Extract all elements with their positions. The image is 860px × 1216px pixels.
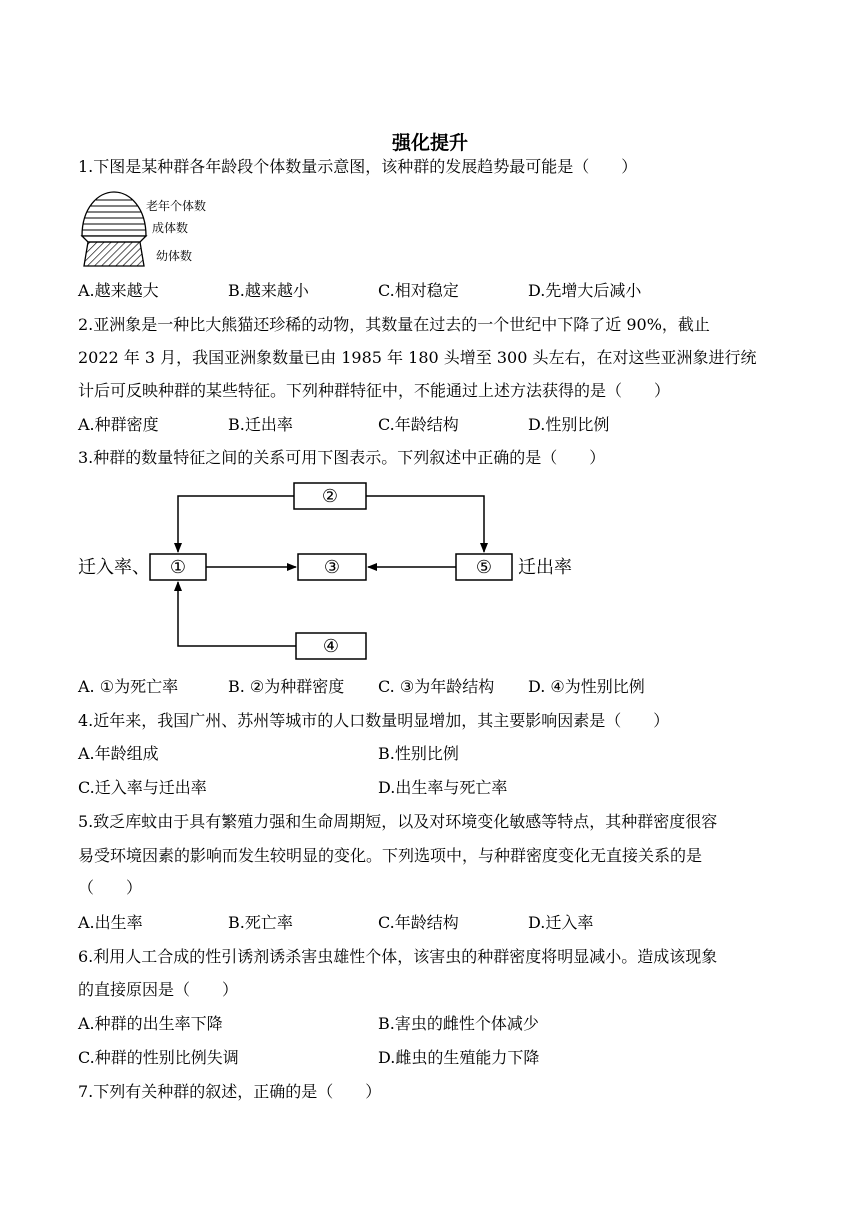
q5-option-a: A.出生率 [78, 913, 143, 932]
q2-stem-line3: 计后可反映种群的某些特征。下列种群特征中，不能通过上述方法获得的是（ ） [78, 381, 671, 400]
q7-stem: 7.下列有关种群的叙述，正确的是（ ） [78, 1082, 382, 1101]
q6-option-c: C.种群的性别比例失调 [78, 1048, 239, 1067]
old-age-label: 老年个体数 [146, 199, 207, 213]
q2-stem-line1: 2.亚洲象是一种比大熊猫还珍稀的动物，其数量在过去的一个世纪中下降了近 90%，截止 [78, 315, 710, 334]
box-1-label: ① [169, 557, 187, 578]
young-layer [84, 242, 144, 266]
arrow-2-to-5 [366, 496, 484, 552]
q4-option-c: C.迁入率与迁出率 [78, 778, 207, 797]
q5-stem-line2: 易受环境因素的影响而发生较明显的变化。下列选项中，与种群密度变化无直接关系的是 [78, 846, 703, 865]
adult-layer [82, 236, 146, 242]
box-4-label: ④ [322, 636, 340, 657]
q3-stem: 3.种群的数量特征之间的关系可用下图表示。下列叙述中正确的是（ ） [78, 448, 606, 467]
q6-stem-line2: 的直接原因是（ ） [78, 980, 239, 999]
q5-stem-line1: 5.致乏库蚊由于具有繁殖力强和生命周期短，以及对环境变化敏感等特点，其种群密度很容 [78, 812, 718, 831]
q2-option-d: D.性别比例 [528, 415, 610, 434]
q2-option-c: C.年龄结构 [378, 415, 459, 434]
population-relationship-diagram [0, 470, 860, 670]
q3-option-d: D. ④为性别比例 [528, 677, 645, 696]
q2-option-b: B.迁出率 [228, 415, 293, 434]
q4-option-a: A.年龄组成 [78, 744, 159, 763]
q3-option-c: C. ③为年龄结构 [378, 677, 495, 696]
q5-option-c: C.年龄结构 [378, 913, 459, 932]
immigration-rate-label: 迁入率、 [78, 557, 150, 578]
q3-option-b: B. ②为种群密度 [228, 677, 345, 696]
q5-option-b: B.死亡率 [228, 913, 293, 932]
q5-stem-line3: （ ） [78, 878, 143, 897]
box-2-label: ② [321, 486, 339, 507]
q2-stem-line2: 2022 年 3 月，我国亚洲象数量已由 1985 年 180 头增至 300 头左右，在对这些亚洲象进行统 [78, 348, 757, 367]
q6-stem-line1: 6.利用人工合成的性引诱剂诱杀害虫雄性个体，该害虫的种群密度将明显减小。造成该现象 [78, 947, 718, 966]
young-label: 幼体数 [156, 249, 193, 263]
q1-option-c: C.相对稳定 [378, 281, 459, 300]
arrow-4-to-1 [178, 582, 296, 646]
q6-option-b: B.害虫的雌性个体减少 [378, 1014, 539, 1033]
q5-option-d: D.迁入率 [528, 913, 594, 932]
age-structure-figure [78, 190, 238, 270]
q6-option-d: D.雌虫的生殖能力下降 [378, 1048, 540, 1067]
page-title: 强化提升 [391, 132, 468, 154]
q3-option-a: A. ①为死亡率 [78, 677, 179, 696]
box-5-label: ⑤ [475, 557, 493, 578]
q4-option-b: B.性别比例 [378, 744, 459, 763]
q1-option-b: B.越来越小 [228, 281, 309, 300]
arrow-2-to-1 [178, 496, 294, 552]
q6-option-a: A.种群的出生率下降 [78, 1014, 223, 1033]
q1-stem: 1.下图是某种群各年龄段个体数量示意图，该种群的发展趋势最可能是（ ） [78, 157, 638, 176]
old-age-layer [82, 192, 146, 236]
adult-label: 成体数 [152, 221, 189, 235]
q1-option-a: A.越来越大 [78, 281, 159, 300]
q4-stem: 4.近年来，我国广州、苏州等城市的人口数量明显增加，其主要影响因素是（ ） [78, 711, 670, 730]
emigration-rate-label: 迁出率 [518, 557, 572, 578]
q2-option-a: A.种群密度 [78, 415, 159, 434]
q1-option-d: D.先增大后减小 [528, 281, 642, 300]
q4-option-d: D.出生率与死亡率 [378, 778, 508, 797]
box-3-label: ③ [323, 557, 341, 578]
